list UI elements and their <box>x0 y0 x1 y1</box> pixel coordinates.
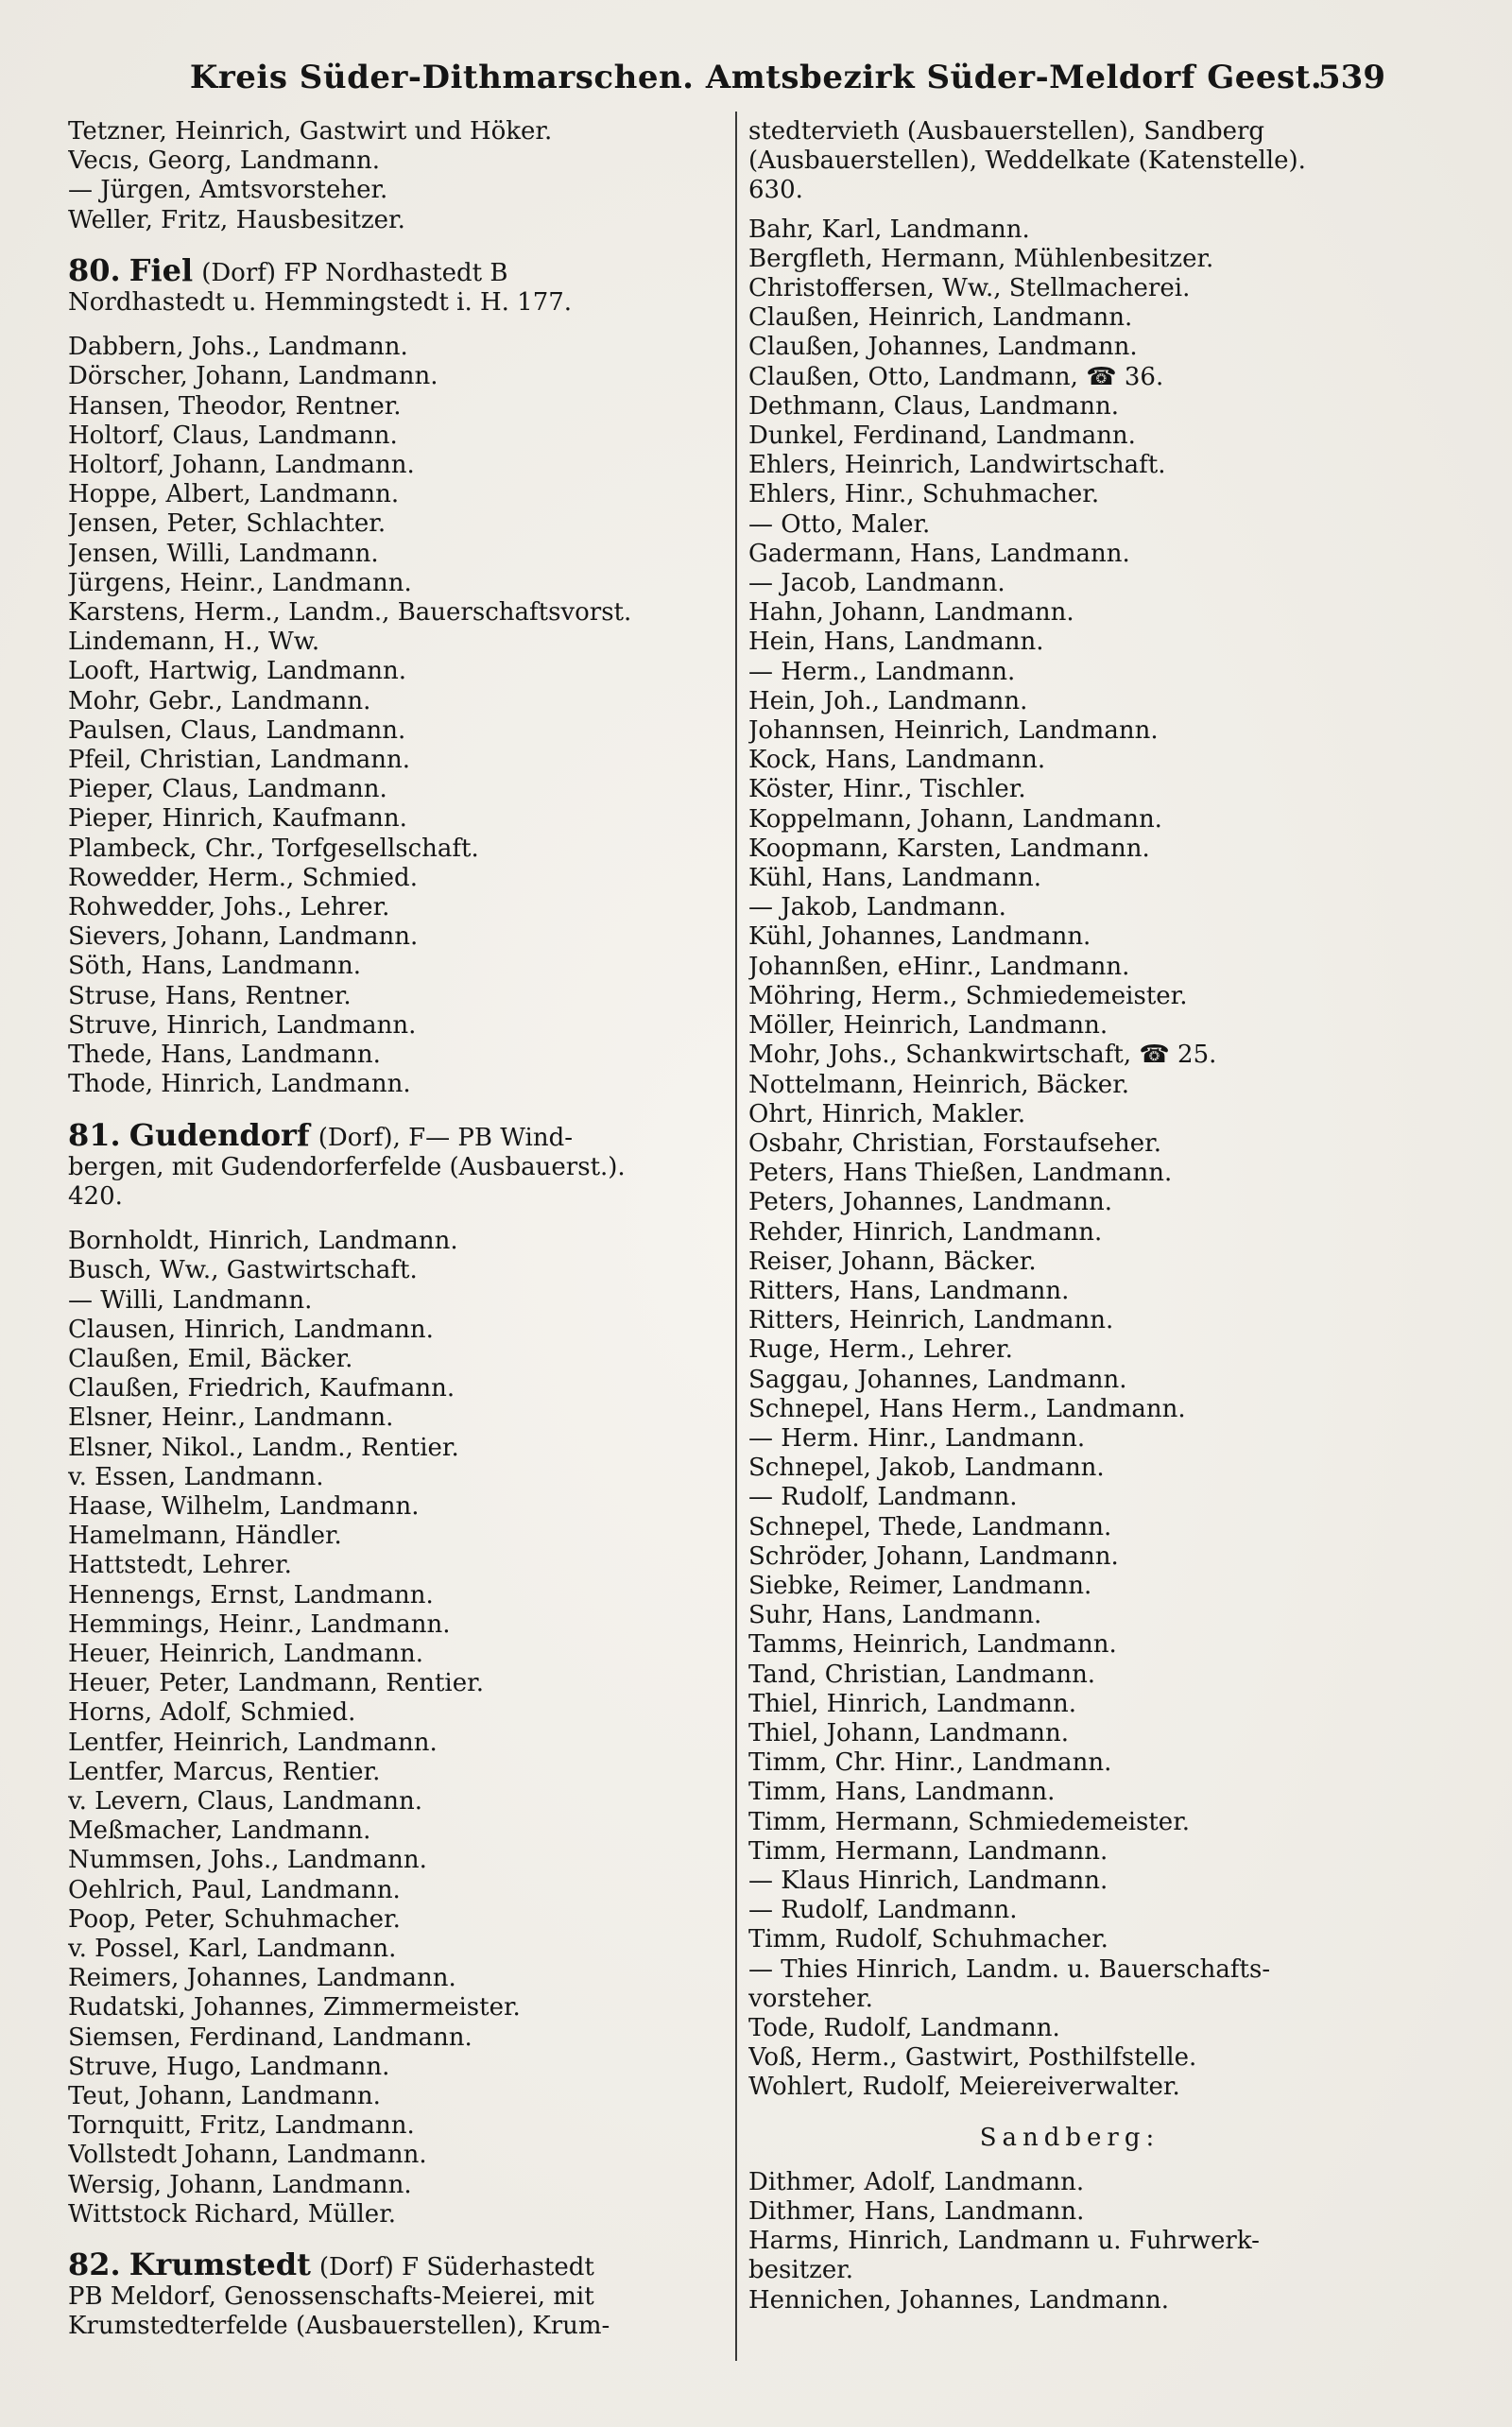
list-item: Teut, Johann, Landmann. <box>68 2082 381 2110</box>
section-number: 81. <box>68 1120 121 1153</box>
list-item: Dithmer, Adolf, Landmann. <box>748 2167 1085 2196</box>
list-item: Claußen, Heinrich, Landmann. <box>748 303 1133 333</box>
list-item: — Otto, Maler. <box>748 509 931 539</box>
list-item: — Thies Hinrich, Landm. u. Bauerschafts- <box>748 1954 1271 1984</box>
section-heading-text: (Dorf), F— PB Wind- <box>318 1123 574 1152</box>
list-item: Nummsen, Johs., Landmann. <box>68 1846 427 1875</box>
list-item: Timm, Hermann, Schmiedemeister. <box>748 1807 1191 1836</box>
list-item: — Rudolf, Landmann. <box>748 1483 1018 1512</box>
section-heading-text: Krumstedterfelde (Ausbauerstellen), Krum- <box>68 2312 610 2341</box>
continuation-line: 630. <box>748 176 803 205</box>
list-item: Söth, Hans, Landmann. <box>68 952 362 981</box>
list-item: Claußen, Emil, Bäcker. <box>68 1344 353 1373</box>
list-item: Looft, Hartwig, Landmann. <box>68 657 407 686</box>
list-item: Jensen, Peter, Schlachter. <box>68 509 387 539</box>
section-number: 80. <box>68 255 121 288</box>
list-item: Mohr, Gebr., Landmann. <box>68 686 371 715</box>
section-heading-text: Nordhastedt u. Hemmingstedt i. H. 177. <box>68 288 573 318</box>
continuation-text <box>748 117 1391 206</box>
list-item: Tornquitt, Fritz, Landmann. <box>68 2111 415 2141</box>
continuation-line: stedtervieth (Ausbauerstellen), Sandberg <box>748 117 1265 146</box>
list-item: Hattstedt, Lehrer. <box>68 1551 292 1580</box>
list-item: Thiel, Johann, Landmann. <box>748 1718 1070 1747</box>
list-item: Ehlers, Heinrich, Landwirtschaft. <box>748 451 1166 480</box>
list-item: Dörscher, Johann, Landmann. <box>68 362 438 391</box>
list-item: Möhring, Herm., Schmiedemeister. <box>748 981 1188 1010</box>
list-item: Vecıs, Georg, Landmann. <box>68 146 381 176</box>
list-item: — Jürgen, Amtsvorsteher. <box>68 176 388 205</box>
list-item: Rowedder, Herm., Schmied. <box>68 863 418 892</box>
list-item: Siemsen, Ferdinand, Landmann. <box>68 2022 472 2052</box>
list-item: Wersig, Johann, Landmann. <box>68 2170 412 2199</box>
list-item: Koopmann, Karsten, Landmann. <box>748 834 1150 863</box>
list-item: Ruge, Herm., Lehrer. <box>748 1335 1013 1365</box>
list-item: Peters, Johannes, Landmann. <box>748 1188 1112 1217</box>
list-item: Heuer, Peter, Landmann, Rentier. <box>68 1669 484 1698</box>
section-name: Gudendorf <box>129 1120 310 1153</box>
section-heading-text: bergen, mit Gudendorferfelde (Ausbauerst.). <box>68 1152 626 1181</box>
section-heading-text: (Dorf) FP Nordhastedt B <box>201 258 508 287</box>
list-item: Koppelmann, Johann, Landmann. <box>748 804 1162 834</box>
list-item: Voß, Herm., Gastwirt, Posthilfstelle. <box>748 2043 1197 2073</box>
section-82-entries <box>748 215 1391 2103</box>
list-item: Lindemann, H., Ww. <box>68 628 320 657</box>
list-item: Hennengs, Ernst, Landmann. <box>68 1580 434 1609</box>
sandberg-entries <box>748 2168 1391 2315</box>
page-number: 539 <box>1318 59 1385 96</box>
list-item: Hein, Joh., Landmann. <box>748 686 1028 715</box>
list-item: Bornholdt, Hinrich, Landmann. <box>68 1227 458 1256</box>
section-number: 82. <box>68 2250 121 2283</box>
section-80-entries <box>68 333 711 1099</box>
list-item: — Jacob, Landmann. <box>748 569 1005 598</box>
list-item: Schnepel, Thede, Landmann. <box>748 1512 1112 1541</box>
list-item: — Jakob, Landmann. <box>748 893 1006 922</box>
list-item: Pfeil, Christian, Landmann. <box>68 746 410 775</box>
list-item: Struve, Hinrich, Landmann. <box>68 1010 417 1040</box>
list-item: Hoppe, Albert, Landmann. <box>68 480 400 509</box>
section-name: Krumstedt <box>129 2250 311 2283</box>
list-item: Lentfer, Heinrich, Landmann. <box>68 1728 438 1757</box>
list-item: Struve, Hugo, Landmann. <box>68 2052 390 2081</box>
list-item: Kock, Hans, Landmann. <box>748 746 1046 775</box>
list-item: Oehlrich, Paul, Landmann. <box>68 1875 401 1904</box>
list-item: Struse, Hans, Rentner. <box>68 981 352 1010</box>
list-item: Schröder, Johann, Landmann. <box>748 1541 1119 1571</box>
subsection-heading: Sandberg: <box>979 2123 1160 2152</box>
list-item: — Rudolf, Landmann. <box>748 1896 1018 1925</box>
list-item: Thiel, Hinrich, Landmann. <box>748 1689 1077 1718</box>
list-item: Rudatski, Johannes, Zimmermeister. <box>68 1993 521 2022</box>
list-item: Plambeck, Chr., Torfgesellschaft. <box>68 834 479 863</box>
list-item: Pieper, Hinrich, Kaufmann. <box>68 804 407 834</box>
list-item: v. Possel, Karl, Landmann. <box>68 1934 397 1963</box>
list-item: Suhr, Hans, Landmann. <box>748 1601 1042 1630</box>
section-heading <box>68 2250 711 2282</box>
list-item: Wittstock Richard, Müller. <box>68 2199 397 2229</box>
list-item: v. Essen, Landmann. <box>68 1462 324 1491</box>
page-title: Kreis Süder-Dithmarschen. Amtsbezirk Süder-Meldorf Geest. <box>189 59 1323 96</box>
list-item: Timm, Chr. Hinr., Landmann. <box>748 1748 1112 1778</box>
list-item: — Klaus Hinrich, Landmann. <box>748 1866 1108 1895</box>
section-heading <box>68 256 711 288</box>
page-header <box>66 49 1446 106</box>
list-item: Holtorf, Claus, Landmann. <box>68 421 398 450</box>
section-81 <box>68 1121 711 1213</box>
section-heading-text: 420. <box>68 1181 123 1211</box>
list-item: Kühl, Hans, Landmann. <box>748 864 1042 893</box>
list-item: Johannsen, Heinrich, Landmann. <box>748 716 1159 746</box>
list-item: Tetzner, Heinrich, Gastwirt und Höker. <box>68 117 553 146</box>
list-item: — Herm., Landmann. <box>748 657 1016 686</box>
list-item: Elsner, Heinr., Landmann. <box>68 1403 394 1433</box>
list-item: v. Levern, Claus, Landmann. <box>68 1786 422 1816</box>
section-name: Fiel <box>129 255 194 288</box>
list-item: Gadermann, Hans, Landmann. <box>748 539 1130 568</box>
list-item: Pieper, Claus, Landmann. <box>68 775 387 804</box>
list-item: Tand, Christian, Landmann. <box>748 1660 1096 1689</box>
list-item: vorsteher. <box>748 1984 873 2013</box>
list-item: Bergfleth, Hermann, Mühlenbesitzer. <box>748 244 1214 273</box>
list-item: Harms, Hinrich, Landmann u. Fuhrwerk- <box>748 2227 1260 2256</box>
list-item: Weller, Fritz, Hausbesitzer. <box>68 205 405 234</box>
section-heading-text: PB Meldorf, Genossenschafts-Meierei, mit <box>68 2282 594 2312</box>
list-item: Holtorf, Johann, Landmann. <box>68 451 415 480</box>
list-item: Dithmer, Hans, Landmann. <box>748 2197 1085 2227</box>
list-item: Osbahr, Christian, Forstaufseher. <box>748 1128 1161 1158</box>
list-item: — Willi, Landmann. <box>68 1285 313 1315</box>
list-item: Dethmann, Claus, Landmann. <box>748 391 1119 421</box>
top-entries <box>68 117 711 235</box>
list-item: Elsner, Nikol., Landm., Rentier. <box>68 1433 459 1462</box>
list-item: Claußen, Otto, Landmann, ☎ 36. <box>748 362 1164 391</box>
list-item: Tode, Rudolf, Landmann. <box>748 2014 1060 2042</box>
list-item: Köster, Hinr., Tischler. <box>748 775 1026 804</box>
list-item: Lentfer, Marcus, Rentier. <box>68 1757 381 1786</box>
list-item: Ritters, Heinrich, Landmann. <box>748 1306 1114 1335</box>
list-item: Wohlert, Rudolf, Meiereiverwalter. <box>748 2073 1180 2102</box>
list-item: Timm, Rudolf, Schuhmacher. <box>748 1925 1108 1954</box>
list-item: Bahr, Karl, Landmann. <box>748 215 1030 244</box>
list-item: Dabbern, Johs., Landmann. <box>68 333 408 362</box>
list-item: Reiser, Johann, Bäcker. <box>748 1247 1037 1276</box>
list-item: Johannßen, eHinr., Landmann. <box>748 952 1130 981</box>
section-80 <box>68 256 711 318</box>
list-item: Ehlers, Hinr., Schuhmacher. <box>748 480 1100 509</box>
list-item: Siebke, Reimer, Landmann. <box>748 1571 1092 1600</box>
list-item: Jürgens, Heinr., Landmann. <box>68 568 412 597</box>
list-item: Jensen, Willi, Landmann. <box>68 539 379 568</box>
list-item: Claußen, Johannes, Landmann. <box>748 333 1138 362</box>
list-item: Hansen, Theodor, Rentner. <box>68 391 402 421</box>
list-item: Hennichen, Johannes, Landmann. <box>748 2285 1169 2315</box>
list-item: Meßmacher, Landmann. <box>68 1816 371 1846</box>
list-item: Paulsen, Claus, Landmann. <box>68 715 406 745</box>
list-item: Haase, Wilhelm, Landmann. <box>68 1491 420 1521</box>
list-item: Horns, Adolf, Schmied. <box>68 1698 356 1728</box>
list-item: Christoffersen, Ww., Stellmacherei. <box>748 274 1191 303</box>
list-item: Ritters, Hans, Landmann. <box>748 1276 1070 1305</box>
list-item: Poop, Peter, Schuhmacher. <box>68 1904 401 1934</box>
list-item: Nottelmann, Heinrich, Bäcker. <box>748 1070 1130 1099</box>
list-item: Ohrt, Hinrich, Makler. <box>748 1099 1026 1128</box>
list-item: Rehder, Hinrich, Landmann. <box>748 1217 1103 1247</box>
list-item: Hamelmann, Händler. <box>68 1522 342 1551</box>
list-item: Möller, Heinrich, Landmann. <box>748 1011 1108 1041</box>
list-item: besitzer. <box>748 2256 854 2285</box>
list-item: Peters, Hans Thießen, Landmann. <box>748 1159 1173 1188</box>
section-82 <box>68 2250 711 2342</box>
continuation-line: (Ausbauerstellen), Weddelkate (Katenstelle). <box>748 146 1306 176</box>
list-item: Sievers, Johann, Landmann. <box>68 922 419 952</box>
list-item: Schnepel, Hans Herm., Landmann. <box>748 1394 1186 1423</box>
list-item: Timm, Hans, Landmann. <box>748 1778 1056 1807</box>
list-item: Saggau, Johannes, Landmann. <box>748 1365 1127 1394</box>
left-column <box>68 117 711 2357</box>
section-heading-text: (Dorf) F Süderhastedt <box>318 2253 594 2282</box>
list-item: Hein, Hans, Landmann. <box>748 628 1044 657</box>
list-item: Thode, Hinrich, Landmann. <box>68 1070 411 1099</box>
list-item: Karstens, Herm., Landm., Bauerschaftsvorst. <box>68 598 632 628</box>
list-item: Heuer, Heinrich, Landmann. <box>68 1639 424 1668</box>
list-item: Mohr, Johs., Schankwirtschaft, ☎ 25. <box>748 1041 1217 1070</box>
list-item: Timm, Hermann, Landmann. <box>748 1836 1108 1866</box>
right-column <box>748 117 1391 2315</box>
list-item: Vollstedt Johann, Landmann. <box>68 2141 427 2170</box>
list-item: Clausen, Hinrich, Landmann. <box>68 1315 434 1344</box>
list-item: Rohwedder, Johs., Lehrer. <box>68 893 390 922</box>
list-item: Thede, Hans, Landmann. <box>68 1041 381 1070</box>
list-item: Hahn, Johann, Landmann. <box>748 598 1074 628</box>
list-item: Kühl, Johannes, Landmann. <box>748 922 1091 952</box>
list-item: Tamms, Heinrich, Landmann. <box>748 1630 1117 1660</box>
list-item: Reimers, Johannes, Landmann. <box>68 1964 456 1993</box>
list-item: Schnepel, Jakob, Landmann. <box>748 1454 1105 1483</box>
list-item: Hemmings, Heinr., Landmann. <box>68 1609 451 1639</box>
list-item: Claußen, Friedrich, Kaufmann. <box>68 1374 455 1403</box>
section-81-entries <box>68 1227 711 2229</box>
list-item: Dunkel, Ferdinand, Landmann. <box>748 422 1136 451</box>
list-item: — Herm. Hinr., Landmann. <box>748 1423 1086 1453</box>
column-divider <box>735 112 737 2361</box>
list-item: Busch, Ww., Gastwirtschaft. <box>68 1256 418 1285</box>
section-heading <box>68 1121 711 1153</box>
